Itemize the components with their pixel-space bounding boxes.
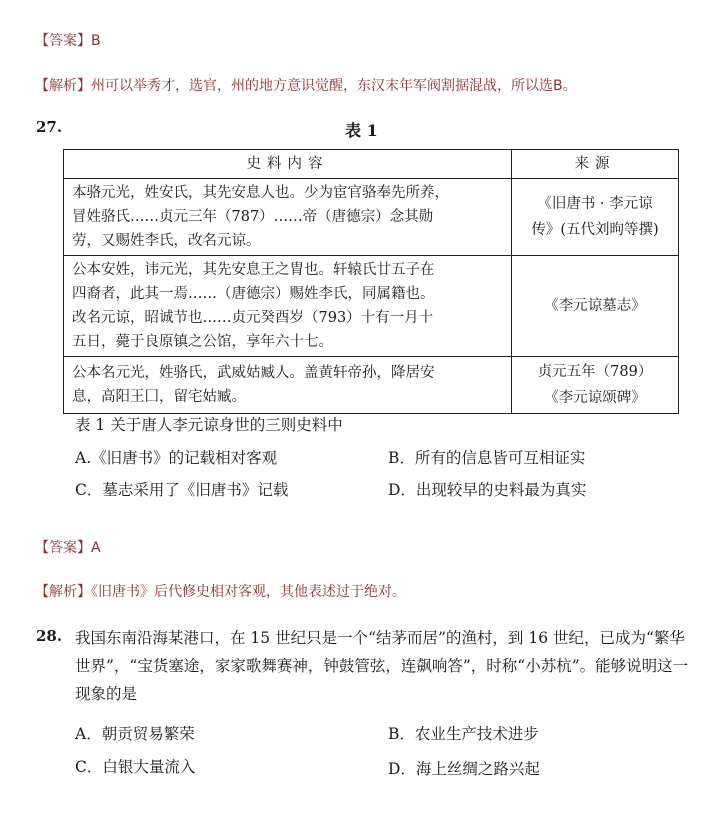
option-b[interactable]: B．农业生产技术进步: [388, 725, 539, 743]
source-table: [63, 149, 679, 414]
previous-answer: 【答案】B: [35, 33, 101, 49]
row-1-source: [512, 179, 679, 256]
previous-analysis: 【解析】州可以举秀才，选官，州的地方意识觉醒，东汉末年军阀割据混战，所以选B。: [35, 78, 577, 94]
table-row: [64, 357, 679, 414]
table-row: [64, 179, 679, 256]
row-1-content: [64, 179, 512, 256]
row-2-source: [512, 256, 679, 357]
row-2-line: 四裔者，此其一焉……（唐德宗）赐姓李氏，同属籍也。: [72, 286, 435, 302]
option-d[interactable]: D．出现较早的史料最为真实: [388, 481, 587, 499]
question-27-analysis: 【解析】《旧唐书》后代修史相对客观，其他表述过于绝对。: [35, 584, 406, 600]
question-28-stem: 我国东南沿海某港口，在 15 世纪只是一个“结茅而居”的渔村，到 16 世纪，已成为“繁华世界”，“宝货塞途，家家歌舞赛神，钟鼓管弦，连飙响答”，时称“小苏杭”。能够说明这一现象的是: [75, 629, 689, 703]
header-content: 史料内容: [64, 150, 512, 179]
row-2-line: 改名元谅，昭诚节也……贞元癸酉岁（793）十有一月十: [72, 310, 434, 326]
question-28-number: 28.: [36, 627, 63, 645]
row-2-content: [64, 256, 512, 357]
question-27-answer: 【答案】A: [35, 540, 101, 556]
row-3-source-line: 贞元五年（789）: [537, 364, 653, 380]
row-2-source-line: 《李元谅墓志》: [544, 298, 646, 314]
table-row: [64, 256, 679, 357]
row-3-line: 息，高阳王囗，留宅姑臧。: [72, 389, 246, 405]
row-1-source-line: 传》(五代刘昫等撰): [531, 222, 659, 238]
row-1-line: 本骆元光，姓安氏，其先安息人也。少为宦官骆奉先所养，: [72, 185, 449, 201]
row-1-line: 冒姓骆氏……贞元三年（787）……帝（唐德宗）念其勋: [72, 209, 434, 225]
row-1-source-line: 《旧唐书 · 李元谅: [537, 196, 653, 212]
row-3-source-line: 《李元谅颂碑》: [544, 390, 646, 406]
option-c[interactable]: C．墓志采用了《旧唐书》记载: [75, 481, 289, 499]
row-3-line: 公本名元光，姓骆氏，武威姑臧人。盖黄轩帝孙，降居安: [72, 365, 435, 381]
row-2-line: 五日，薨于良原镇之公馆，享年六十七。: [72, 334, 333, 350]
row-2-line: 公本安姓，讳元光，其先安息王之胄也。轩辕氏廿五子在: [72, 262, 435, 278]
question-27-number: 27.: [36, 118, 63, 136]
option-a[interactable]: A.《旧唐书》的记载相对客观: [75, 449, 278, 467]
header-source: 来源: [512, 150, 679, 179]
row-3-source: [512, 357, 679, 414]
option-d[interactable]: D．海上丝绸之路兴起: [388, 760, 540, 778]
question-27-stem: 表 1 关于唐人李元谅身世的三则史料中: [75, 416, 343, 434]
row-3-content: [64, 357, 512, 414]
table-title: 表 1: [345, 121, 378, 140]
option-a[interactable]: A．朝贡贸易繁荣: [75, 725, 195, 743]
table-header-row: [64, 150, 679, 179]
option-b[interactable]: B．所有的信息皆可互相证实: [388, 449, 586, 467]
row-1-line: 劳，又赐姓李氏，改名元谅。: [72, 233, 261, 249]
option-c[interactable]: C．白银大量流入: [75, 758, 196, 776]
